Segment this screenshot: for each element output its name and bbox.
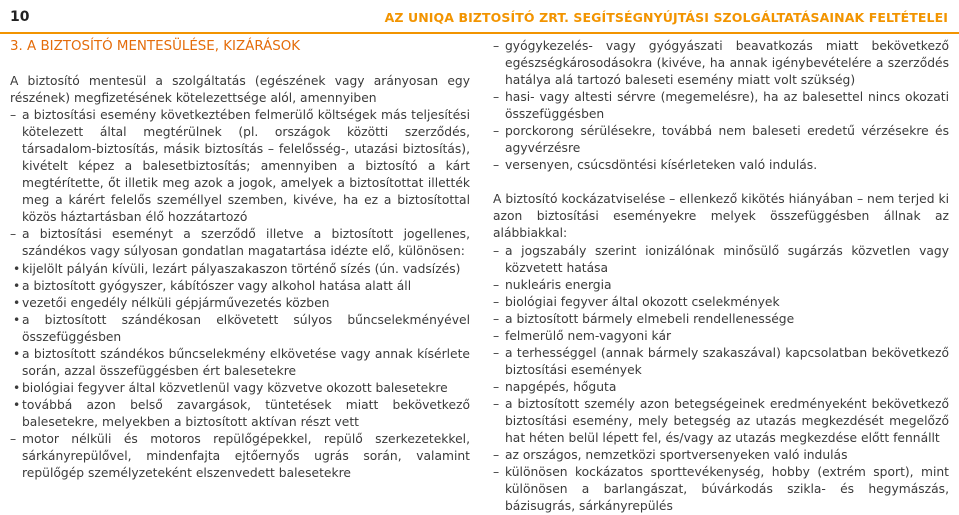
dash-icon: – xyxy=(10,227,17,242)
list-item-text: a biztosított személy azon betegségeinek eredményeként bekövetkező biztosítási esemény, mely betegség az utazás megkezdését megelőző hat héten belül lépett fel, és/vagy az utazás megkezdése előtt fennállt xyxy=(505,396,949,446)
exclusion-list-continued xyxy=(10,431,470,482)
bullet-list-item xyxy=(10,312,470,346)
list-item-text: gyógykezelés- vagy gyógyászati beavatkozás miatt bekövetkező egészségkárosodásokra (kivéve, ha annak igénybevételére a szerződés hatálya alá tartozó baleseti esemény miatt volt szükség) xyxy=(505,39,949,88)
list-item-text: felmerülő nem-vagyoni kár xyxy=(505,328,672,343)
list-item-text: a terhességgel (annak bármely szakaszával) kapcsolatban bekövetkező biztosítási események xyxy=(505,345,949,377)
list-item-text: kijelölt pályán kívüli, lezárt pályaszakaszon történő sízés (ún. vadsízés) xyxy=(22,261,461,276)
bullet-list-item xyxy=(10,397,470,431)
bullet-icon: • xyxy=(13,312,21,327)
exclusion-bullet-list xyxy=(10,261,470,431)
list-item-text: hasi- vagy altesti sérvre (megemelésre), ha az balesettel nincs okozati összefüggésben xyxy=(505,90,949,122)
dash-list-item xyxy=(493,294,949,311)
dash-icon: – xyxy=(10,108,17,123)
dash-list-item xyxy=(493,396,949,447)
list-item-text: a biztosított szándékos bűncselekmény elkövetése vagy annak kísérlete során, azzal összefüggésben ért balesetekre xyxy=(22,346,470,378)
page-number: 10 xyxy=(10,9,30,25)
list-item-text: a biztosítási esemény következtében felmerülő költségek más teljesítési kötelezett által megtérülnek (pl. országok közötti szerződés, társadalom-biztosítás, másik biztosítás – felelősség-, utazási biztosítás), kivételt képez a balesetbiztosítás; amennyiben a biztosító a kárt megtérítette, őt illetik meg azok a jogok, amelyek a biztosítottat illették meg a kárért felelős személlyel szemben, kivéve, ha ez a biztosítottal közös háztartásban élő hozzátartozó xyxy=(22,108,470,225)
dash-list-item xyxy=(10,226,470,260)
bullet-list-item xyxy=(10,261,470,278)
list-item-text: nukleáris energia xyxy=(505,277,612,292)
dash-icon: – xyxy=(493,124,500,139)
dash-icon: – xyxy=(493,448,500,463)
bullet-icon: • xyxy=(13,380,21,395)
list-item-text: biológiai fegyver által közvetlenül vagy közvetve okozott balesetekre xyxy=(22,380,448,395)
dash-icon: – xyxy=(10,431,17,446)
dash-list-item xyxy=(493,311,949,328)
spacer xyxy=(493,174,949,191)
list-item-text: napgépés, hőguta xyxy=(505,379,617,394)
exclusion-list-right xyxy=(493,38,949,174)
dash-icon: – xyxy=(493,39,500,53)
dash-list-item xyxy=(493,345,949,379)
page-header xyxy=(0,0,959,34)
bullet-icon: • xyxy=(13,261,21,276)
list-item-text: a biztosított gyógyszer, kábítószer vagy alkohol hatása alatt áll xyxy=(22,278,412,293)
dash-list-item xyxy=(10,107,470,226)
dash-icon: – xyxy=(493,90,500,105)
dash-icon: – xyxy=(493,277,500,292)
list-item-text: a biztosított szándékosan elkövetett súlyos bűncselekményével összefüggésben xyxy=(22,312,470,344)
list-item-text: motor nélküli és motoros repülőgépekkel, repülő szerkezetekkel, sárkányrepülővel, mindenfajta ejtőernyős ugrás során, valamint repülőgép személyzeteként elszenvedett balesetekre xyxy=(22,431,470,481)
list-item-text: a jogszabály szerint ionizálónak minősülő sugárzás közvetlen vagy közvetett hatása xyxy=(505,243,949,275)
bullet-icon: • xyxy=(13,295,21,310)
list-item-text: porckorong sérülésekre, továbbá nem baleseti eredetű vérzésekre és agyvérzésre xyxy=(505,124,949,156)
left-column xyxy=(10,38,470,482)
dash-icon: – xyxy=(493,345,500,360)
intro-paragraph: A biztosító mentesül a szolgáltatás (egészének vagy arányosan egy részének) megfizetésének kötelezettsége alól, amennyiben xyxy=(10,74,470,106)
header-divider xyxy=(0,32,959,34)
dash-list-item xyxy=(493,123,949,157)
dash-list-item xyxy=(10,431,470,482)
dash-list-item xyxy=(493,277,949,294)
list-item-text: a biztosított bármely elmebeli rendellenessége xyxy=(505,311,795,326)
coverage-paragraph: A biztosító kockázatviselése – ellenkező kikötés hiányában – nem terjed ki azon biztosítási eseményekre melyek összefüggésben állnak az alábbiakkal: xyxy=(493,192,949,241)
list-item-text: továbbá azon belső zavargások, tüntetések miatt bekövetkező balesetekre, melyekben a biztosított aktívan részt vett xyxy=(22,397,470,429)
running-title: AZ UNIQA BIZTOSÍTÓ ZRT. SEGÍTSÉGNYÚJTÁSI SZOLGÁLTATÁSAINAK FELTÉTELEI xyxy=(384,10,948,25)
bullet-list-item xyxy=(10,346,470,380)
dash-list-item xyxy=(493,157,949,174)
dash-list-item xyxy=(493,328,949,345)
dash-list-item xyxy=(493,89,949,123)
bullet-list-item xyxy=(10,380,470,397)
bullet-list-item xyxy=(10,295,470,312)
bullet-icon: • xyxy=(13,346,21,361)
section-title: 3. A BIZTOSÍTÓ MENTESÜLÉSE, KIZÁRÁSOK xyxy=(10,39,301,54)
dash-icon: – xyxy=(493,465,500,480)
dash-icon: – xyxy=(493,379,500,394)
spacer xyxy=(10,56,470,73)
dash-icon: – xyxy=(493,294,500,309)
bullet-icon: • xyxy=(13,278,21,293)
list-item-text: vezetői engedély nélküli gépjárművezetés közben xyxy=(22,295,330,310)
dash-list-item xyxy=(493,447,949,464)
list-item-text: versenyen, csúcsdöntési kísérleteken való indulás. xyxy=(505,158,818,173)
dash-list-item xyxy=(493,38,949,89)
bullet-icon: • xyxy=(13,397,21,412)
exclusion-list xyxy=(10,107,470,260)
dash-list-item xyxy=(493,379,949,396)
dash-icon: – xyxy=(493,328,500,343)
dash-icon: – xyxy=(493,158,500,173)
dash-icon: – xyxy=(493,396,500,411)
dash-list-item xyxy=(493,243,949,277)
list-item-text: különösen kockázatos sporttevékenység, hobby (extrém sport), mint különösen a barlangászat, búvárkodás szikla- és hegymászás, bázisugrás, sárkányrepülés xyxy=(505,465,949,514)
dash-icon: – xyxy=(493,243,500,258)
list-item-text: a biztosítási eseményt a szerződő illetve a biztosított jogellenes, szándékos vagy súlyosan gondatlan magatartása idézte elő, különösen: xyxy=(22,227,470,259)
list-item-text: biológiai fegyver által okozott cselekmények xyxy=(505,294,780,309)
coverage-exclusion-list xyxy=(493,243,949,515)
bullet-list-item xyxy=(10,278,470,295)
dash-icon: – xyxy=(493,311,500,326)
list-item-text: az országos, nemzetközi sportversenyeken való indulás xyxy=(505,448,848,463)
dash-list-item xyxy=(493,464,949,515)
right-column xyxy=(493,38,949,515)
